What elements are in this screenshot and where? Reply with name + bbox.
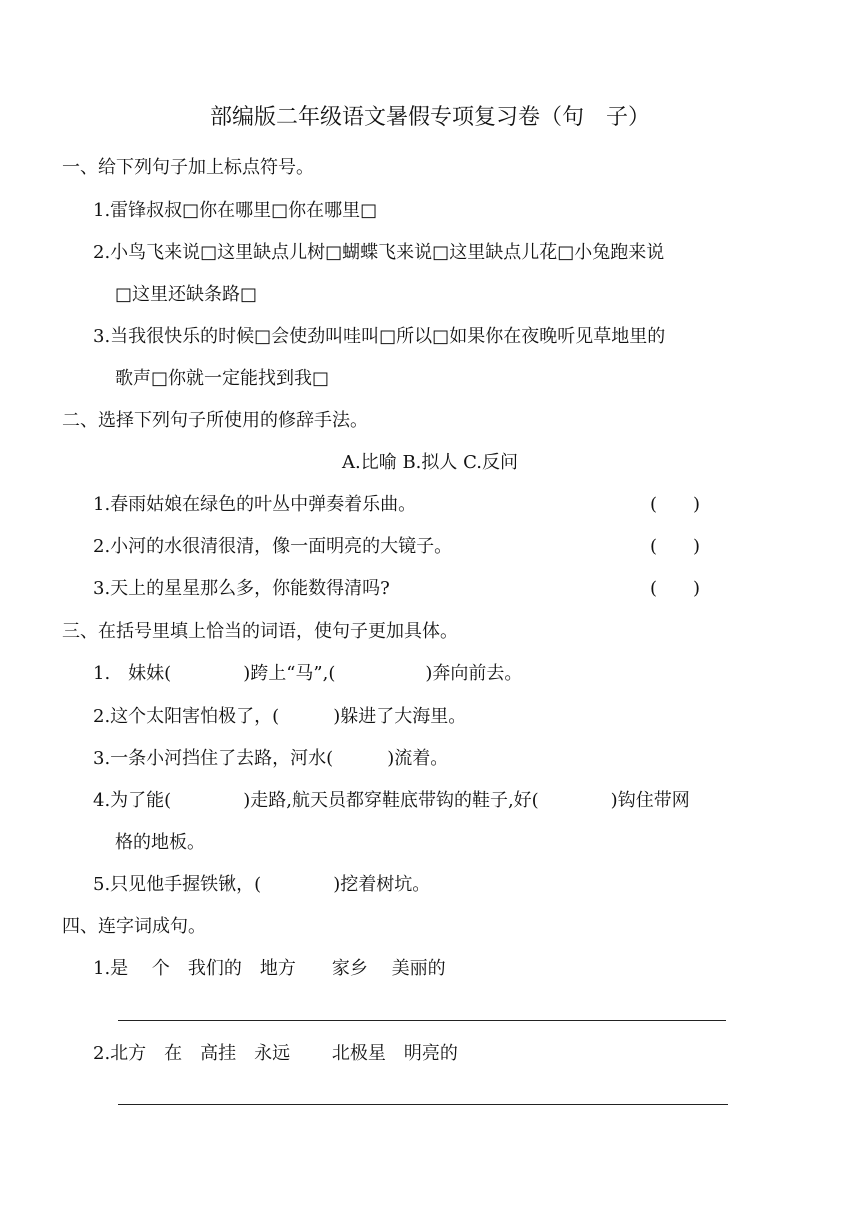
section3-question-3: 3.一条小河挡住了去路，河水( )流着。 <box>93 748 449 769</box>
section1-question-2: 2.小鸟飞来说□这里缺点儿树□蝴蝶飞来说□这里缺点儿花□小兔跑来说 <box>93 242 665 263</box>
section4-question-2: 2.北方 在 高挂 永远 北极星 明亮的 <box>93 1043 458 1064</box>
section4-heading: 四、连字词成句。 <box>62 916 206 937</box>
section3-question-1: 1. 妹妹( )跨上“马”,( )奔向前去。 <box>93 663 523 684</box>
page-title: 部编版二年级语文暑假专项复习卷（句 子） <box>209 105 650 130</box>
section4-question-1: 1.是 个 我们的 地方 家乡 美丽的 <box>93 958 446 979</box>
answer-line-2[interactable] <box>118 1104 728 1105</box>
section1-question-3: 3.当我很快乐的时候□会使劲叫哇叫□所以□如果你在夜晚听见草地里的 <box>93 326 666 347</box>
section3-question-4: 4.为了能( )走路,航天员都穿鞋底带钩的鞋子,好( )钩住带网 <box>93 790 690 811</box>
answer-blank-2[interactable]: ( ) <box>650 536 701 557</box>
section3-question-4-continued: 格的地板。 <box>115 832 205 853</box>
section3-question-5: 5.只见他手握铁锹，( )挖着树坑。 <box>93 874 431 895</box>
section1-question-3-continued: 歌声□你就一定能找到我□ <box>115 368 330 389</box>
section2-heading: 二、选择下列句子所使用的修辞手法。 <box>62 410 368 431</box>
section1-question-2-continued: □这里还缺条路□ <box>115 284 258 305</box>
section2-question-3: 3.天上的星星那么多，你能数得清吗? <box>93 578 390 599</box>
section1-question-1: 1.雷锋叔叔□你在哪里□你在哪里□ <box>93 200 378 221</box>
answer-blank-1[interactable]: ( ) <box>650 494 701 515</box>
section3-heading: 三、在括号里填上恰当的词语，使句子更加具体。 <box>62 621 458 642</box>
section1-heading: 一、给下列句子加上标点符号。 <box>62 157 314 178</box>
section2-question-1: 1.春雨姑娘在绿色的叶丛中弹奏着乐曲。 <box>93 494 417 515</box>
section2-question-2: 2.小河的水很清很清，像一面明亮的大镜子。 <box>93 536 453 557</box>
rhetoric-options: A.比喻 B.拟人 C.反问 <box>342 452 518 473</box>
answer-line-1[interactable] <box>118 1020 726 1021</box>
answer-blank-3[interactable]: ( ) <box>650 578 701 599</box>
section3-question-2: 2.这个太阳害怕极了，( )躲进了大海里。 <box>93 706 467 727</box>
